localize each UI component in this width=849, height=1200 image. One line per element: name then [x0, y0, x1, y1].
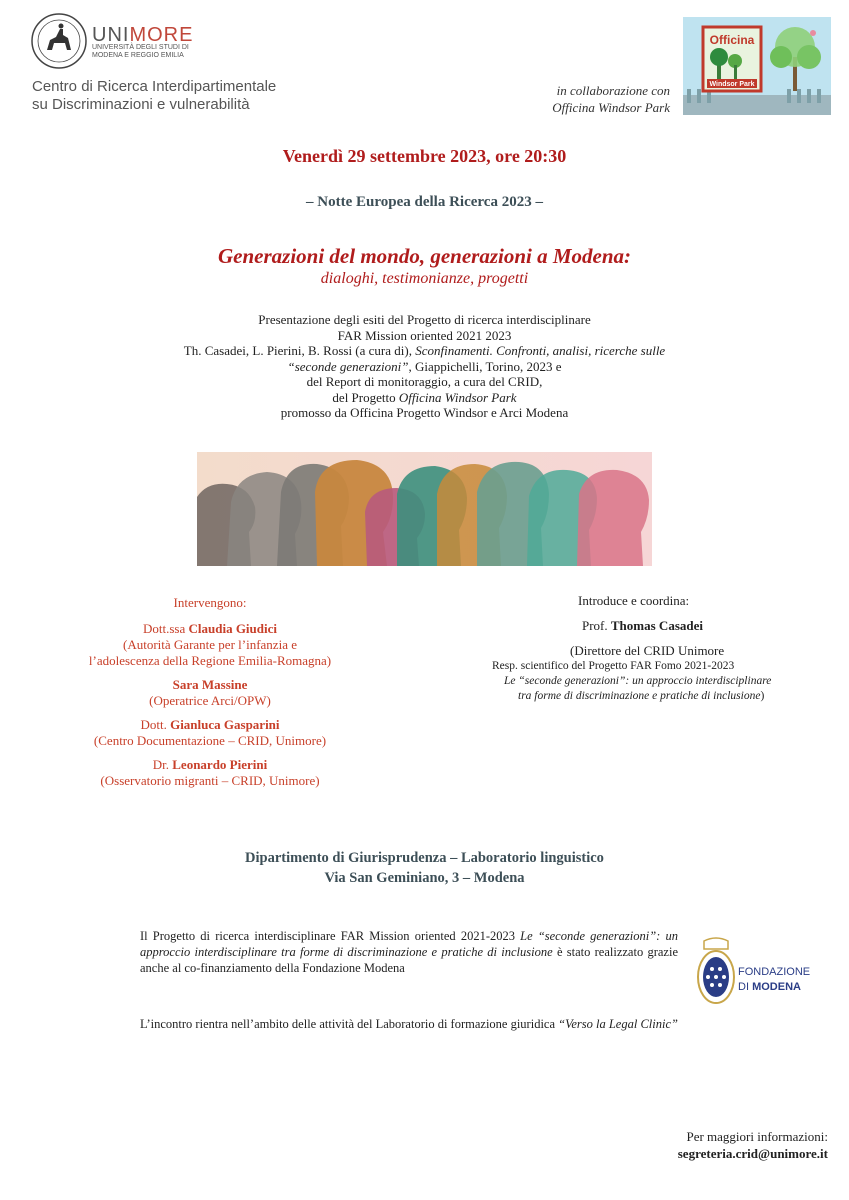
svg-text:FONDAZIONE: FONDAZIONE [738, 966, 811, 978]
speakers-column [40, 595, 380, 789]
speaker-item: Dott. Gianluca Gasparini (Centro Documentazione – CRID, Unimore) [93, 717, 327, 748]
svg-text:Officina: Officina [709, 33, 755, 47]
speaker-item: Dr. Leonardo Pierini (Osservatorio migranti – CRID, Unimore) [100, 757, 320, 788]
speaker-item: Dott.ssa Claudia Giudici (Autorità Garante per l’infanzia e l’adolescenza della Regione Emilia-Romagna) [88, 621, 332, 668]
faces-silhouette-icon [197, 452, 652, 566]
funding-note: Il Progetto di ricerca interdisciplinare FAR Mission oriented 2021-2023 Le “seconde generazioni”: un approccio interdisciplinare tra forme di discriminazione e pratiche di inclusione è stato realizzato grazie anche al co-finanziamento della Fondazione Modena [140, 929, 678, 975]
presentation-description: Presentazione degli esiti del Progetto di ricerca interdisciplinare FAR Mission oriented 2021 2023 Th. Casadei, L. Pierini, B. Rossi (a cura di), Sconfinamenti. Confronti, analisi, ricerche sulle “seconde generazioni”, Giappichelli, Torino, 2023 e del Report di monitoraggio, a cura del CRID, del Progetto Officina Windsor Park promosso da Officina Progetto Windsor e Arci Modena [183, 312, 666, 420]
fondazione-crest-icon [694, 937, 814, 1009]
event-subtitle: dialoghi, testimonianze, progetti [320, 270, 529, 287]
venue: Dipartimento di Giurisprudenza – Laboratorio linguistico Via San Geminiano, 3 – Modena [245, 850, 604, 886]
speakers-heading: Intervengono: [173, 595, 247, 610]
contact-email[interactable]: segreteria.crid@unimore.it [677, 1146, 828, 1161]
unimore-seal-icon [30, 12, 88, 70]
moderator-name: Prof. Thomas Casadei [582, 618, 703, 633]
contact-info: Per maggiori informazioni: segreteria.crid@unimore.it [600, 1128, 828, 1162]
unimore-subtitle: UNIVERSITÀ DEGLI STUDI DI MODENA E REGGIO EMILIA [92, 44, 189, 59]
event-occasion: – Notte Europea della Ricerca 2023 – [306, 194, 543, 210]
unimore-wordmark: UNIMORE [92, 24, 194, 46]
silhouettes-illustration [197, 452, 652, 566]
collaboration-note: in collaborazione con Officina Windsor Park [552, 83, 670, 115]
moderator-column: Introduce e coordina: Prof. Thomas Casadei (Direttore del CRID Unimore Resp. scientifico del Progetto FAR Fomo 2021-2023 Le “seconde generazioni”: un approccio interdisciplinare tra forme di discriminazione e pratiche di inclusione) [490, 593, 830, 704]
event-title: Generazioni del mondo, generazioni a Modena: [217, 244, 632, 268]
moderator-heading: Introduce e coordina: [578, 593, 690, 608]
svg-text:DI MODENA: DI MODENA [738, 981, 801, 993]
research-center-name: Centro di Ricerca Interdipartimentale su Discriminazioni e vulnerabilità [32, 78, 277, 113]
officina-windsor-park-logo [683, 17, 831, 115]
speaker-item: Sara Massine (Operatrice Arci/OPW) [149, 677, 271, 708]
svg-text:Windsor Park: Windsor Park [709, 81, 755, 88]
legal-clinic-note: L’incontro rientra nell’ambito delle attività del Laboratorio di formazione giuridica “Verso la Legal Clinic” [140, 1017, 678, 1031]
event-date: Venerdì 29 settembre 2023, ore 20:30 [282, 146, 567, 166]
officina-tree-icon [683, 17, 831, 115]
fondazione-modena-logo [694, 937, 814, 1009]
